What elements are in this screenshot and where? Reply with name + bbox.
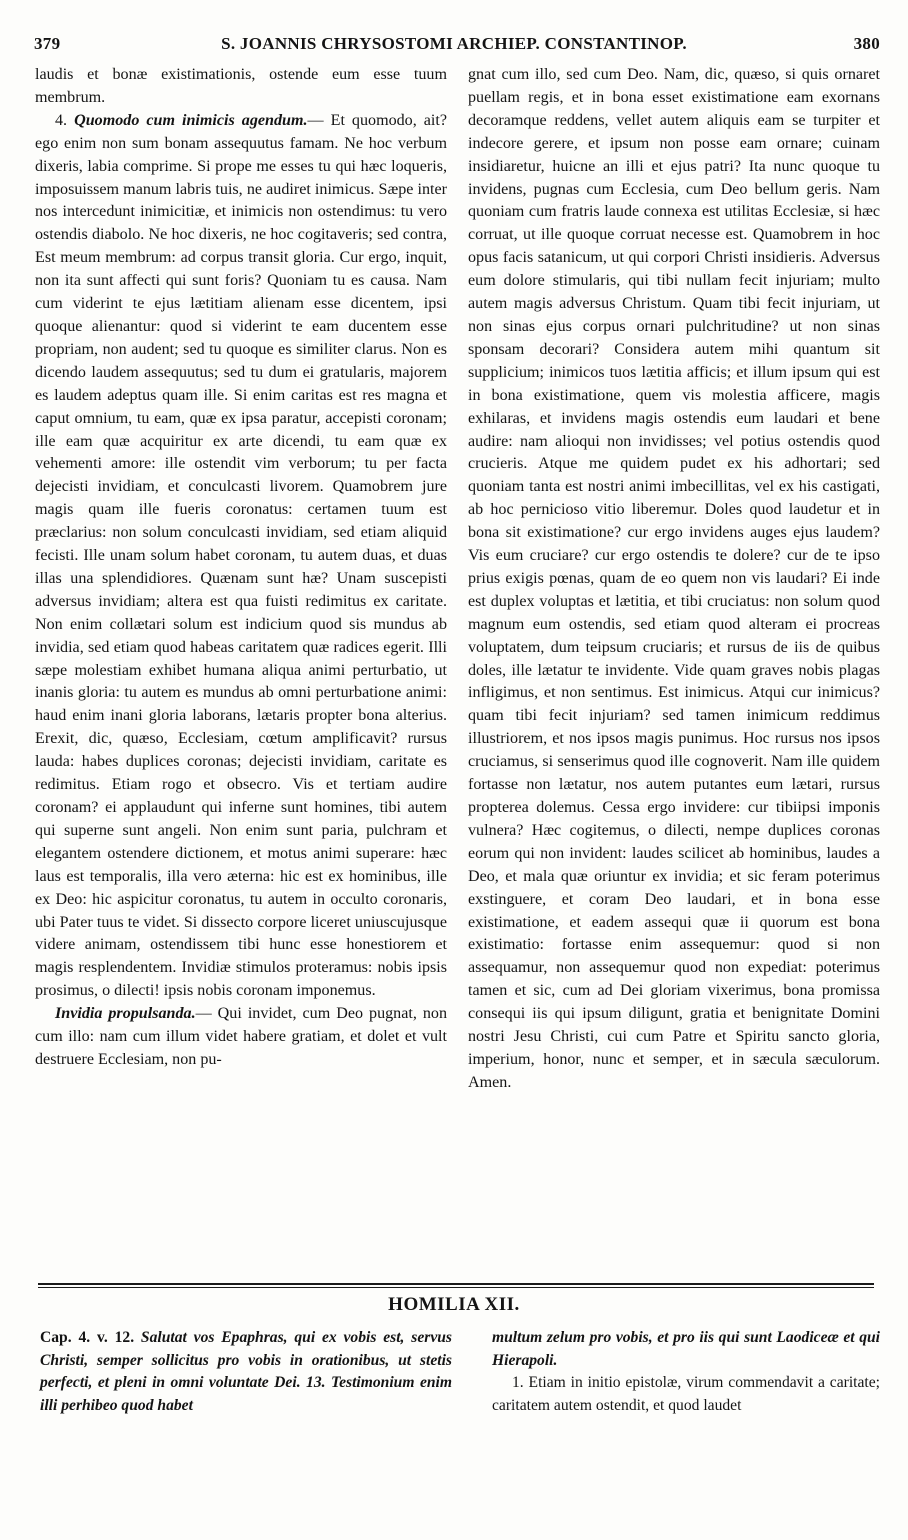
paragraph: gnat cum illo, sed cum Deo. Nam, dic, quæso, si quis ornaret puellam regis, et in bona esset existimatione eam exornans decoramque reddens, vellet autem aliquis eam se turpiter et indecore gerere, et ipsum non posse eam ornare; cuinam insidiaretur, huicne an illi et ejus patri? Ita nunc quoque tu invidens, pugnas cum Ecclesia, cum Deo bellum geris. Nam quoniam cum fratris laude connexa est utilitas Ecclesiæ, si hæc corruat, ut ille quoque corruat necesse est. Quamobrem in hoc opus facis satanicum, ut qui corpori Christi insidieris. Adversus eum dolore stimularis, qui tibi nullam fecit injuriam; multo autem magis adversus Christum. Quam tibi fecit injuriam, ut non sinas ejus corpus ornari pulchritudine? ut non sinas sponsam decorari? Considera autem mihi quantum sit supplicium; inimicos tuos lætitia afficis; et illum ipsum qui est in bona existimatione, quem vis molestia afficere, magis exhilaras, et invidens magis ostendis eum laudari et bene audire: nam alioqui non invidisses; vel potius ostendis quod crucieris. Atque me quidem pudet ex his adhortari; sed quoniam tanta est nostri animi imbecillitas, vel ex his castigati, ab hoc pernicioso vitio liberemur. Doles quod laudetur et in bona sit existimatione? cur ergo invidens auges ejus laudem? Vis eum cruciare? cur ergo ostendis te dolere? cur de te ipso prius exigis pœnas, quam de eo quem non vis laudari? Ei inde est duplex voluptas et lætitia, et tibi cruciatus: non solum quod magnum eum ostendis, sed etiam quod alteram ei procreas voluptatem, dum teipsum cruciaris; et rursus de iis de quibus doles, ille lætatur te invidente. Vide quam graves nobis plagas infligimus, et non sentimus. Est inimicus. Atqui cur inimicus? quam tibi fecit injuriam? sed tamen inimicum reddimus illustriorem, et nos ipsos magis punimus. Hoc rursus nos ipsos cruciamus, si senserimus quod ille cognoverit. Nam ille quidem fortasse non lætatur, nos autem putantes eum lætari, rursus propterea dolemus. Cessa ergo invidere: cur tibiipsi imponis vulnera? Hæc cogitemus, o dilecti, nempe duplices coronas eorum qui non invident: laudes scilicet ab hominibus, laudes a Deo, et mala quæ oriuntur ex invidia; et sic feram poterimus exstinguere, et coram Deo laudari, et in bona esse existimatione, et eadem assequi quæ ii quorum est bona existimatio: fortasse enim assequemur: quod si non assequamur, non assequemur quod non expediat: poterimus tamen et sic, cum ad Dei gloriam vixerimus, bona promissa consequi iis qui ipsum diligunt, gratia et benignitate Domini nostri Jesu Christi, cui cum Patre et Spiritu sancto gloria, imperium, honor, nunc et semper, et in sæcula sæculorum. Amen. xyxy=(468,66,880,1091)
paragraph xyxy=(35,110,447,1003)
homily-right-column xyxy=(492,1327,880,1417)
section-number: 4. xyxy=(55,111,68,129)
paragraph: 1. Etiam in initio epistolæ, virum commendavit a caritate; caritatem autem ostendit, et quod laudet xyxy=(492,1374,880,1414)
page-number-left: 379 xyxy=(34,34,61,53)
paragraph xyxy=(35,1003,447,1072)
section-heading: Invidia propulsanda. xyxy=(55,1005,196,1023)
divider-rule xyxy=(38,1283,874,1285)
verse-text: Salutat vos Epaphras, qui ex vobis est, servus Christi, semper sollicitus pro vobis in orationibus, ut stetis perfecti, et pleni in omni voluntate Dei. 13. Testimonium enim illi perhibeo quod habet xyxy=(40,1329,452,1414)
running-title: S. JOANNIS CHRYSOSTOMI ARCHIEP. CONSTANTINOP. xyxy=(221,34,687,53)
scripture-verse xyxy=(40,1327,452,1417)
homily-left-column xyxy=(40,1327,452,1417)
page-number-right: 380 xyxy=(853,34,880,53)
right-column xyxy=(468,64,880,1095)
divider-rule xyxy=(38,1287,874,1288)
paragraph-text: — Et quomodo, ait? ego enim non sum bonam assequutus famam. Ne hoc verbum dixeris, labia comprime. Si prope me esses tu qui hæc loqueris, imposuissem manum labris tuis, ne audiret inimicus. Sæpe inter nos intercedunt inimicitiæ, et inimicis non ostendimus: tu vero ostendis diabolo. Ne hoc dixeris, ne hoc cogitaveris; sed contra, Est meum membrum: ad corpus transit gloria. Cur ergo, inquit, non ita sunt affecti qui sunt foris? Quoniam tu es causa. Nam cum viderint te ejus lætitiam alienam esse dicentem, ipsi quoque alienantur: quod si viderint te eam ducentem esse propriam, non audent; sed tu quoque es similiter clarus. Non es dicendo laudem assequutus; sed tu dum ei gratularis, majorem es laudem adeptus quam ille. Si enim caritas est res magna et caput omnium, tu eam, quæ ex ipsa paratur, accepisti coronam; ille eam quæ acquiritur ex arte dicendi, tu eam quæ ex vehementi amore: ille ostendit vim verborum; tu per facta dejecisti invidiam, et conculcasti livorem. Quamobrem jure magis quam ille fueris coronatus: certamen tuum est præclarius: non solum conculcasti invidiam, sed etiam aliquid fecisti. Ille unam solum habet coronam, tu autem duas, et duas illas una splendidiores. Quænam sunt hæ? Unam suscepisti adversus invidiam; altera est qua fuisti redimitus ex caritate. Non enim collætari solum est indicium quod sis mundus ab invidia, sed etiam quod habeas caritatem quæ radices egerit. Illi sæpe molestiam exhibet humana aliqua animi perturbatio, ut inanis gloria: tu autem es mundus ab omni perturbatione animi: haud enim inani gloria laborans, lætaris propter bona alterius. Erexit, dic, quæso, Ecclesiam, cœtum amplificavit? rursus lauda: habes duplices coronas; dejecisti invidiam, caritate es redimitus. Etiam rogo et obsecro. Vis et tertiam audire coronam? ei applaudunt qui inferne sunt homines, tibi autem qui superne sunt angeli. Non enim sunt paria, pulchram et elegantem ostendere dictionem, et motus animi superare: hæc laus est temporalis, illa vero æterna: hic est ex hominibus, ille ex Deo: hic aspicitur coronatus, tu autem in occulto coronaris, ubi Pater tuus te videt. Si dissecto corpore liceret uniuscujusque videre animam, ostendissem tibi hunc esse honestiorem et magis resplendentem. Invidiæ stimulos proteramus: nobis ipsis prosimus, o dilecti! ipsis nobis coronam imponemus. xyxy=(35,111,447,1000)
chapter-reference: Cap. 4. v. 12. xyxy=(40,1329,135,1346)
left-column xyxy=(35,64,447,1072)
section-heading: Quomodo cum inimicis agendum. xyxy=(74,111,308,129)
paragraph-text: — Qui invidet, cum Deo pugnat, non cum illo: nam cum illum videt habere gratiam, et dolet et vult destruere Ecclesiam, non pu- xyxy=(35,1005,447,1068)
homily-title: HOMILIA XII. xyxy=(388,1294,520,1315)
verse-text: multum zelum pro vobis, et pro iis qui sunt Laodiceæ et qui Hierapoli. xyxy=(492,1329,880,1369)
paragraph: laudis et bonæ existimationis, ostende eum esse tuum membrum. xyxy=(35,66,447,106)
